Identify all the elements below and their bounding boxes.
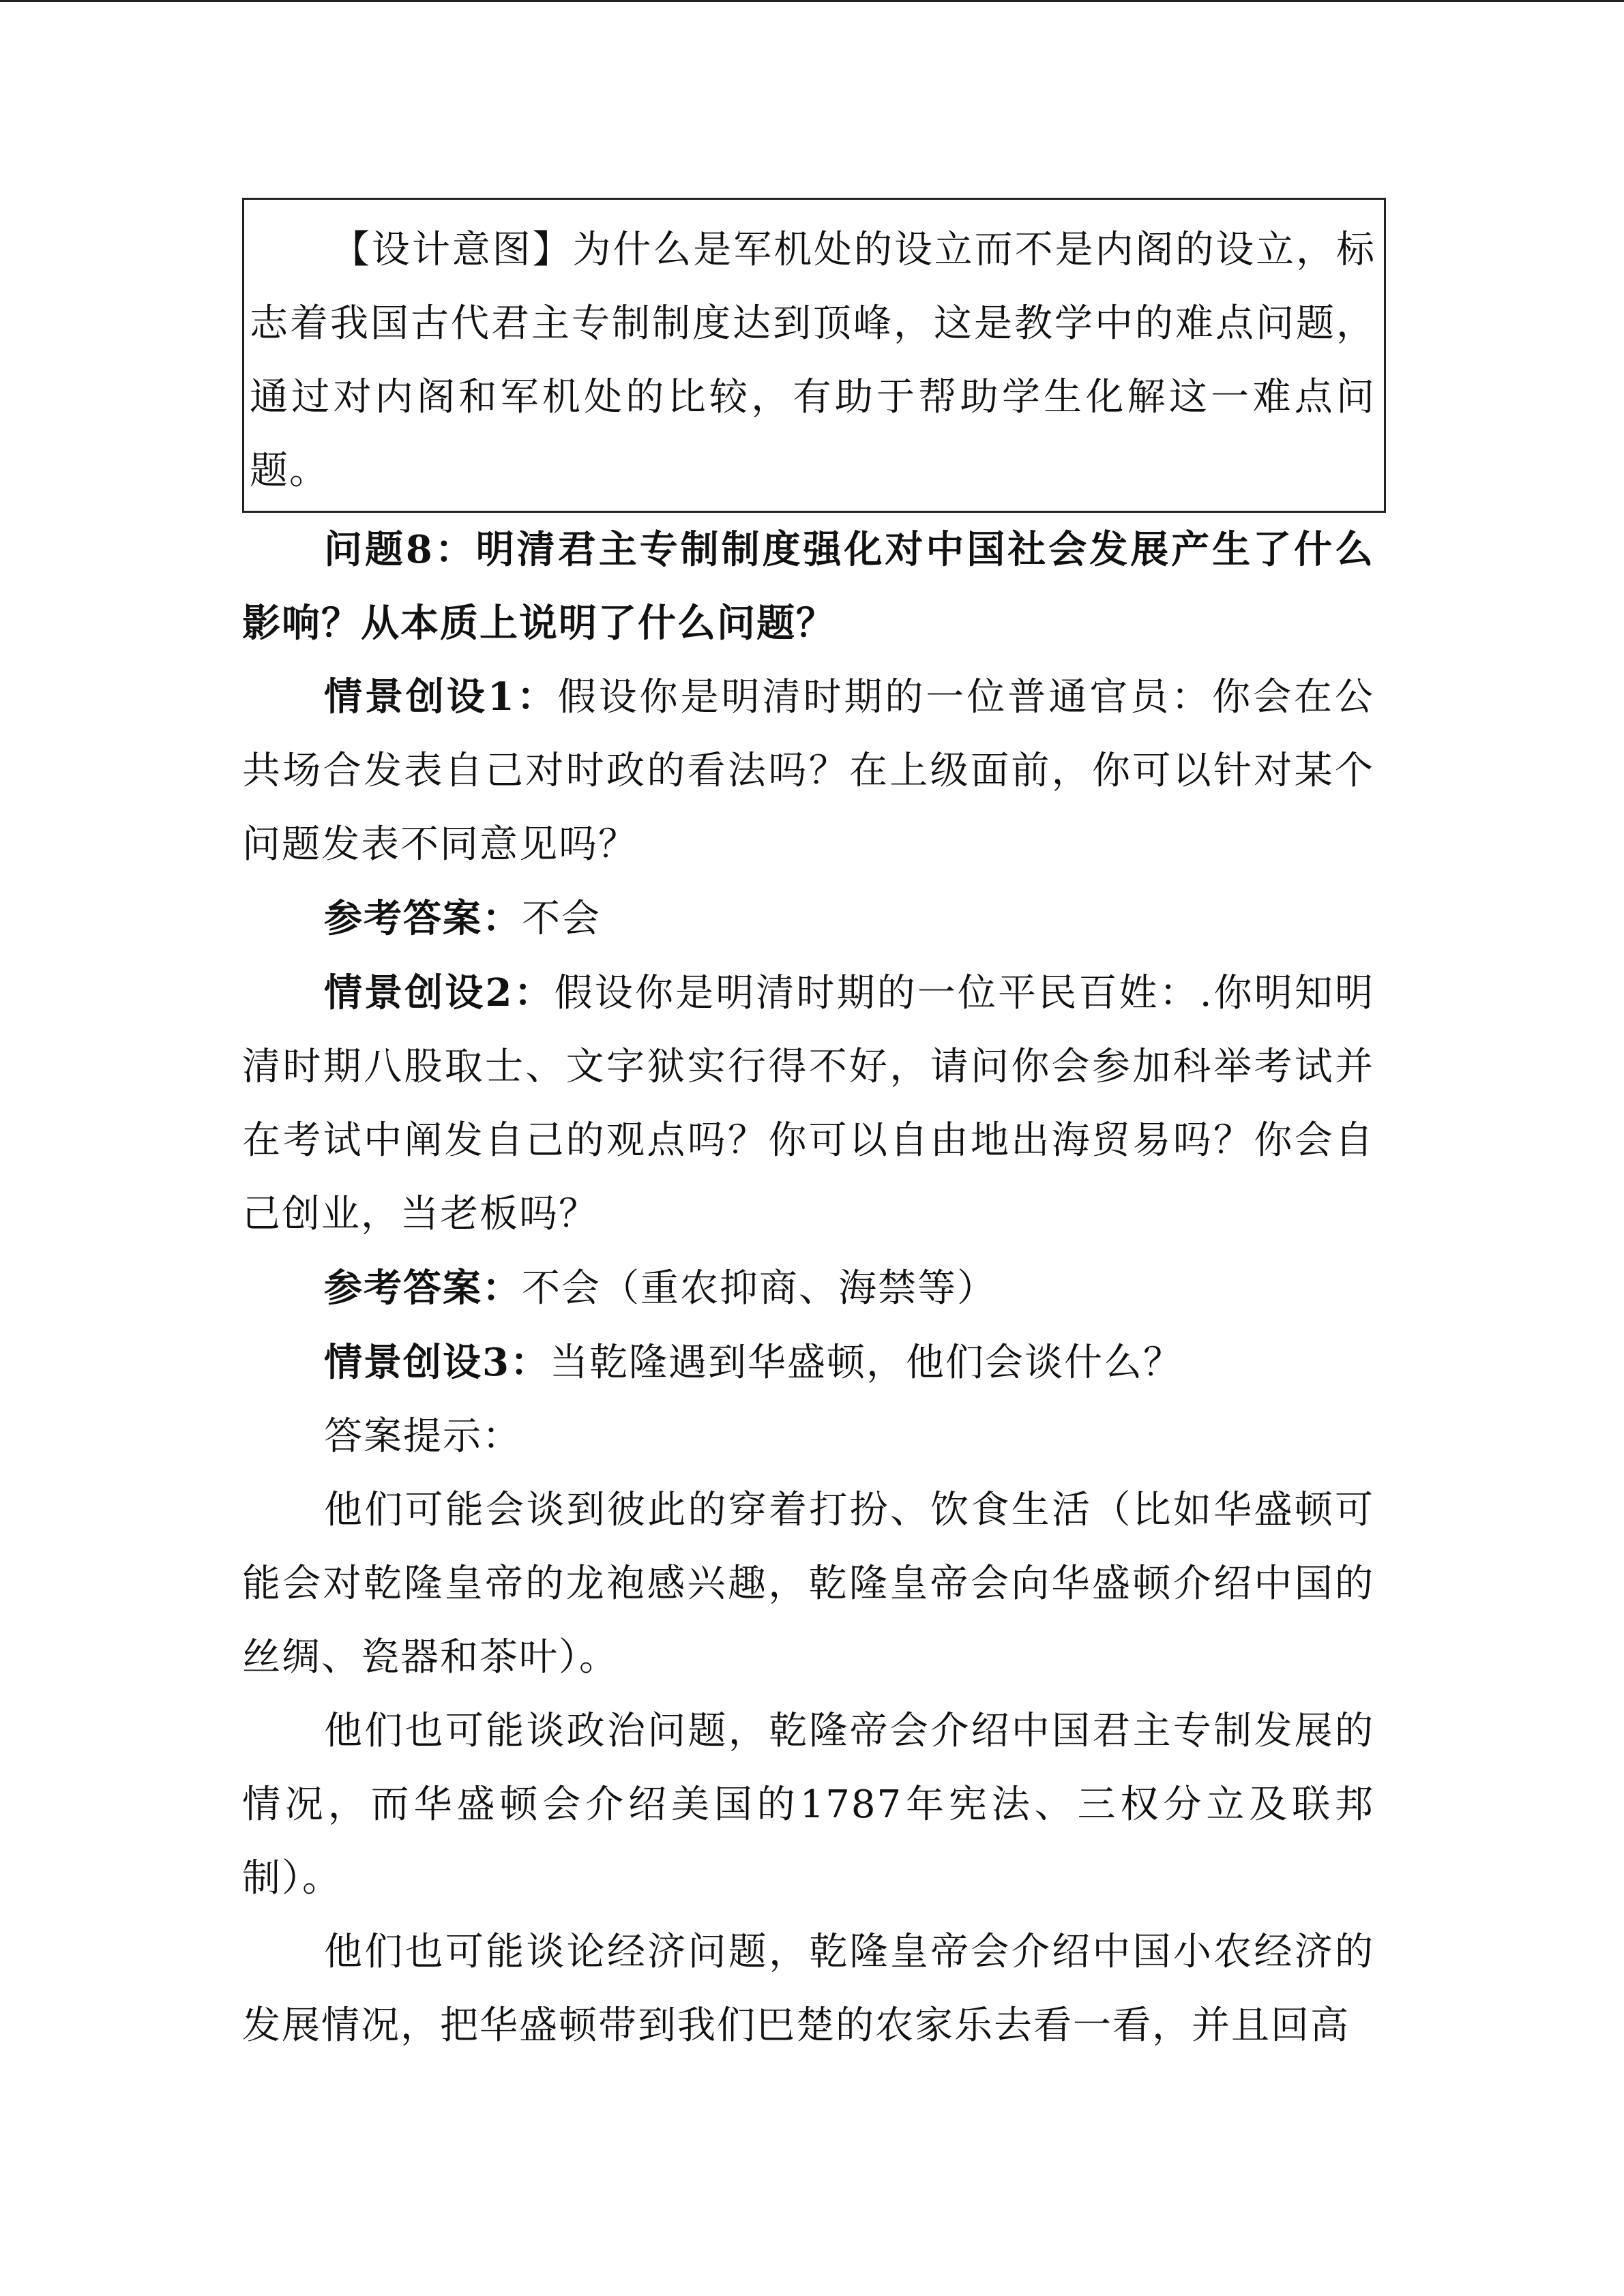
answer-hint: 答案提示： xyxy=(324,1414,522,1459)
question-8: 问题8：明清君主专制制度强化对中国社会发展产生了什么影响？从本质上说明了什么问题？ xyxy=(242,527,1374,646)
discussion-paragraph-1: 他们可能会谈到彼此的穿着打扮、饮食生活（比如华盛顿可能会对乾隆皇帝的龙袍感兴趣，乾隆皇帝会向华盛顿介绍中国的丝绸、瓷器和茶叶）。 xyxy=(242,1488,1374,1680)
answer-1-label: 参考答案： xyxy=(324,896,522,941)
scenario-1-label: 情景创设1： xyxy=(324,674,558,719)
answer-2-label: 参考答案： xyxy=(324,1266,522,1311)
scenario-2-text: 假设你是明清时期的一位平民百姓：.你明知明清时期八股取士、文字狱实行得不好，请问你会参加科举考试并在考试中阐发自己的观点吗？你可以自由地出海贸易吗？你会自己创业，当老板吗？ xyxy=(242,971,1374,1236)
scenario-2-label: 情景创设2： xyxy=(324,970,555,1015)
discussion-paragraph-3: 他们也可能谈论经济问题，乾隆皇帝会介绍中国小农经济的发展情况，把华盛顿带到我们巴楚的农家乐去看一看，并且回高 xyxy=(242,1930,1374,2048)
design-intent-text: 为什么是军机处的设立而不是内阁的设立，标志着我国古代君主专制制度达到顶峰，这是教学中的难点问题，通过对内阁和军机处的比较，有助于帮助学生化解这一难点问题。 xyxy=(250,228,1376,493)
document-body xyxy=(242,198,1388,2063)
answer-1 xyxy=(242,882,1374,956)
scenario-2 xyxy=(242,956,1374,1251)
discussion-paragraph-2: 他们也可能谈政治问题，乾隆帝会介绍中国君主专制发展的情况，而华盛顿会介绍美国的1787年宪法、三权分立及联邦制）。 xyxy=(242,1709,1374,1900)
answer-2 xyxy=(242,1251,1374,1326)
design-intent-label: 【设计意图】 xyxy=(331,228,573,272)
design-intent-paragraph xyxy=(250,213,1376,508)
answer-2-text: 不会（重农抑商、海禁等） xyxy=(522,1266,996,1311)
scenario-3 xyxy=(242,1326,1374,1400)
design-intent-box xyxy=(242,198,1386,513)
scenario-1 xyxy=(242,660,1374,882)
scenario-1-text: 假设你是明清时期的一位普通官员：你会在公共场合发表自己对时政的看法吗？在上级面前，你可以针对某个问题发表不同意见吗？ xyxy=(242,675,1374,867)
top-border-line xyxy=(0,0,1624,2)
answer-1-text: 不会 xyxy=(522,897,601,941)
scenario-3-text: 当乾隆遇到华盛顿，他们会谈什么？ xyxy=(549,1341,1183,1385)
scenario-3-label: 情景创设3： xyxy=(324,1340,550,1385)
